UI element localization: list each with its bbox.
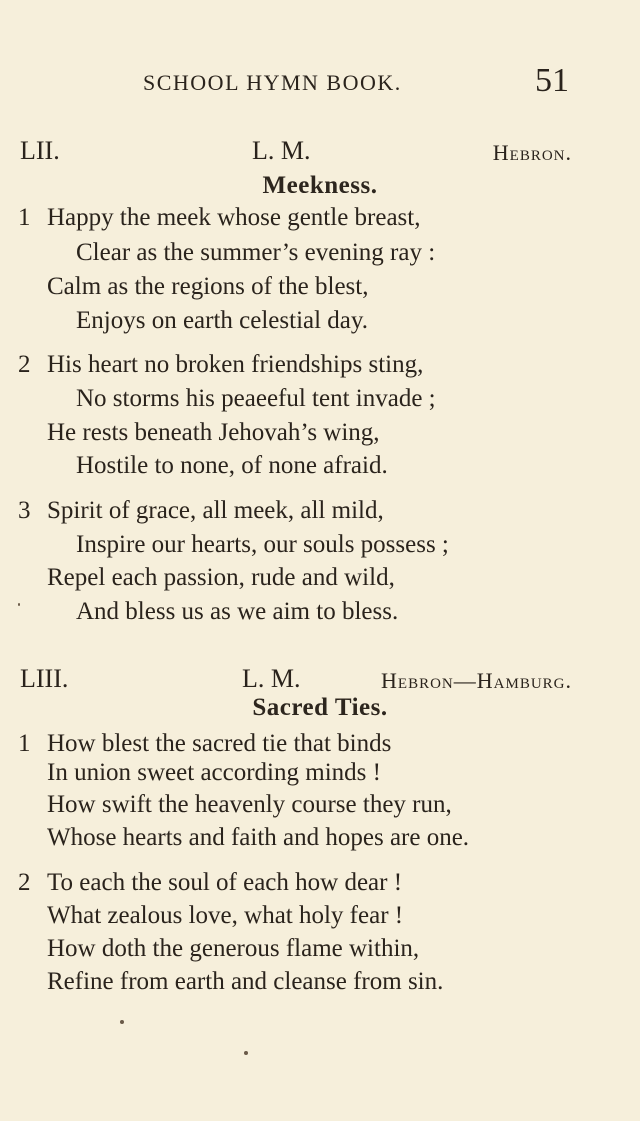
hymn-line: Hostile to none, of none afraid. <box>76 452 388 479</box>
hymn-line: What zealous love, what holy fear ! <box>47 902 404 929</box>
verse-number: 2 <box>18 351 31 378</box>
hymn-line: Inspire our hearts, our souls possess ; <box>76 531 449 558</box>
verse-number: 1 <box>18 730 31 757</box>
running-title: SCHOOL HYMN BOOK. <box>143 70 402 95</box>
page-number: 51 <box>535 62 569 99</box>
verse-number: 3 <box>18 497 31 524</box>
paper-speck <box>120 1020 124 1024</box>
hymn-line: Clear as the summer’s evening ray : <box>76 239 436 266</box>
verse-number: 1 <box>18 204 31 231</box>
hymn-line: Spirit of grace, all meek, all mild, <box>47 497 384 524</box>
hymn-line: Calm as the regions of the blest, <box>47 273 369 300</box>
hymn-line: Enjoys on earth celestial day. <box>76 307 369 334</box>
hymn-title: Meekness. <box>262 172 378 199</box>
hymn-tune: Hebron. <box>492 140 572 165</box>
hymn-line: No storms his peaeeful tent invade ; <box>76 385 436 412</box>
hymn-line: How doth the generous flame within, <box>47 935 420 962</box>
hymn-number: LIII. <box>20 664 69 693</box>
hymn-line: Happy the meek whose gentle breast, <box>47 204 421 231</box>
hymn-header-52 <box>0 136 640 172</box>
paper-speck <box>244 1051 248 1055</box>
hymn-line: And bless us as we aim to bless. <box>76 598 399 625</box>
hymn-line: Refine from earth and cleanse from sin. <box>47 968 444 995</box>
hymn-meter: L. M. <box>252 136 311 165</box>
running-head <box>0 62 640 102</box>
hymn-line: Repel each passion, rude and wild, <box>47 564 395 591</box>
hymn-line: How swift the heavenly course they run, <box>47 791 452 818</box>
hymn-line: His heart no broken friendships sting, <box>47 351 424 378</box>
paper-speck <box>18 603 20 606</box>
hymn-line: How blest the sacred tie that binds <box>47 730 392 757</box>
hymn-number: LII. <box>20 136 60 165</box>
hymn-line: To each the soul of each how dear ! <box>47 869 403 896</box>
hymn-title: Sacred Ties. <box>252 694 388 721</box>
hymn-tune: Hebron—Hamburg. <box>381 668 572 693</box>
hymn-line: He rests beneath Jehovah’s wing, <box>47 419 380 446</box>
verse-number: 2 <box>18 869 31 896</box>
hymn-line: Whose hearts and faith and hopes are one. <box>47 824 470 851</box>
hymn-line: In union sweet according minds ! <box>47 759 381 786</box>
hymn-meter: L. M. <box>242 664 301 693</box>
